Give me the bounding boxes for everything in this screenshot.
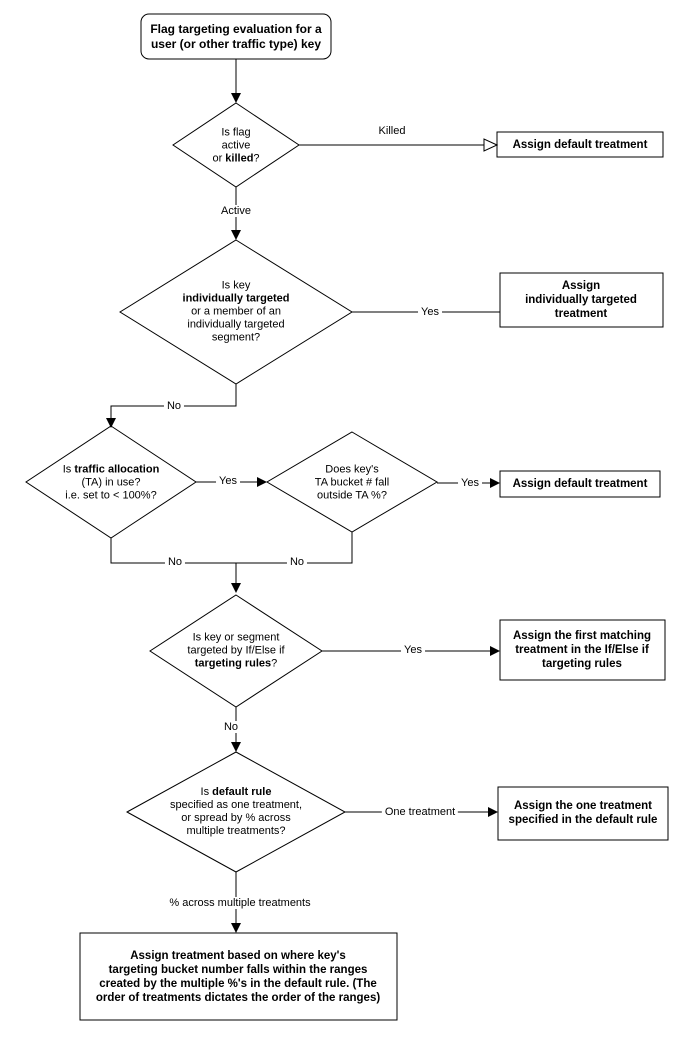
open-arrowhead-killed	[484, 139, 497, 151]
arrowhead-yes-traffic	[257, 477, 267, 487]
arrowhead-one-treatment	[488, 807, 498, 817]
edge-label-yes-2: Yes	[216, 475, 240, 487]
result-treatment-ranges: Assign treatment based on where key's targeting bucket number falls within the ranges created by the multiple %'s in the default rule. (The order of treatments dictates the order of the ranges)	[95, 950, 381, 1004]
result-default-treatment-2: Assign default treatment	[512, 478, 648, 490]
arrowhead-yes-bucket	[490, 478, 500, 488]
edge-label-no-2: No	[165, 556, 185, 568]
decision-default-rule: Is default rule specified as one treatment, or spread by % across multiple treatments?	[169, 786, 303, 837]
decision-targeting-rules: Is key or segment targeted by If/Else if targeting rules?	[187, 631, 285, 670]
edge-label-no-3: No	[287, 556, 307, 568]
edge-label-killed: Killed	[376, 125, 409, 137]
edge-label-yes-4: Yes	[401, 644, 425, 656]
result-one-treatment: Assign the one treatment specified in the default rule	[508, 800, 658, 826]
edge-label-no-4: No	[221, 721, 241, 733]
arrowhead-no-rules	[231, 742, 241, 752]
arrowhead-no-individual	[106, 418, 116, 428]
edge-label-yes-3: Yes	[458, 477, 482, 489]
edge-label-pct-multiple: % across multiple treatments	[166, 897, 313, 909]
arrowhead-pct	[231, 923, 241, 933]
arrowhead-active	[231, 230, 241, 240]
decision-individually-targeted: Is key individually targeted or a member of an individually targeted segment?	[182, 279, 290, 344]
edge-label-one-treatment: One treatment	[382, 806, 458, 818]
edge-label-no-1: No	[164, 400, 184, 412]
result-default-treatment-1: Assign default treatment	[512, 139, 648, 151]
edge-label-yes-1: Yes	[418, 306, 442, 318]
edge-label-active: Active	[218, 205, 254, 217]
decision-ta-bucket: Does key's TA bucket # fall outside TA %?	[314, 463, 390, 502]
decision-traffic-allocation: Is traffic allocation (TA) in use? i.e. set to < 100%?	[62, 463, 160, 502]
arrowhead-merge	[231, 583, 241, 593]
arrowhead-yes-rules	[490, 646, 500, 656]
flow-nodes	[26, 14, 668, 1020]
result-individually-targeted: Assign individually targeted treatment	[525, 280, 637, 320]
start-node: Flag targeting evaluation for a user (or other traffic type) key	[150, 22, 322, 51]
decision-flag-active: Is flag active or killed?	[212, 126, 260, 165]
result-first-matching-treatment: Assign the first matching treatment in the If/Else if targeting rules	[512, 630, 652, 670]
arrowhead-into-flag	[231, 93, 241, 103]
